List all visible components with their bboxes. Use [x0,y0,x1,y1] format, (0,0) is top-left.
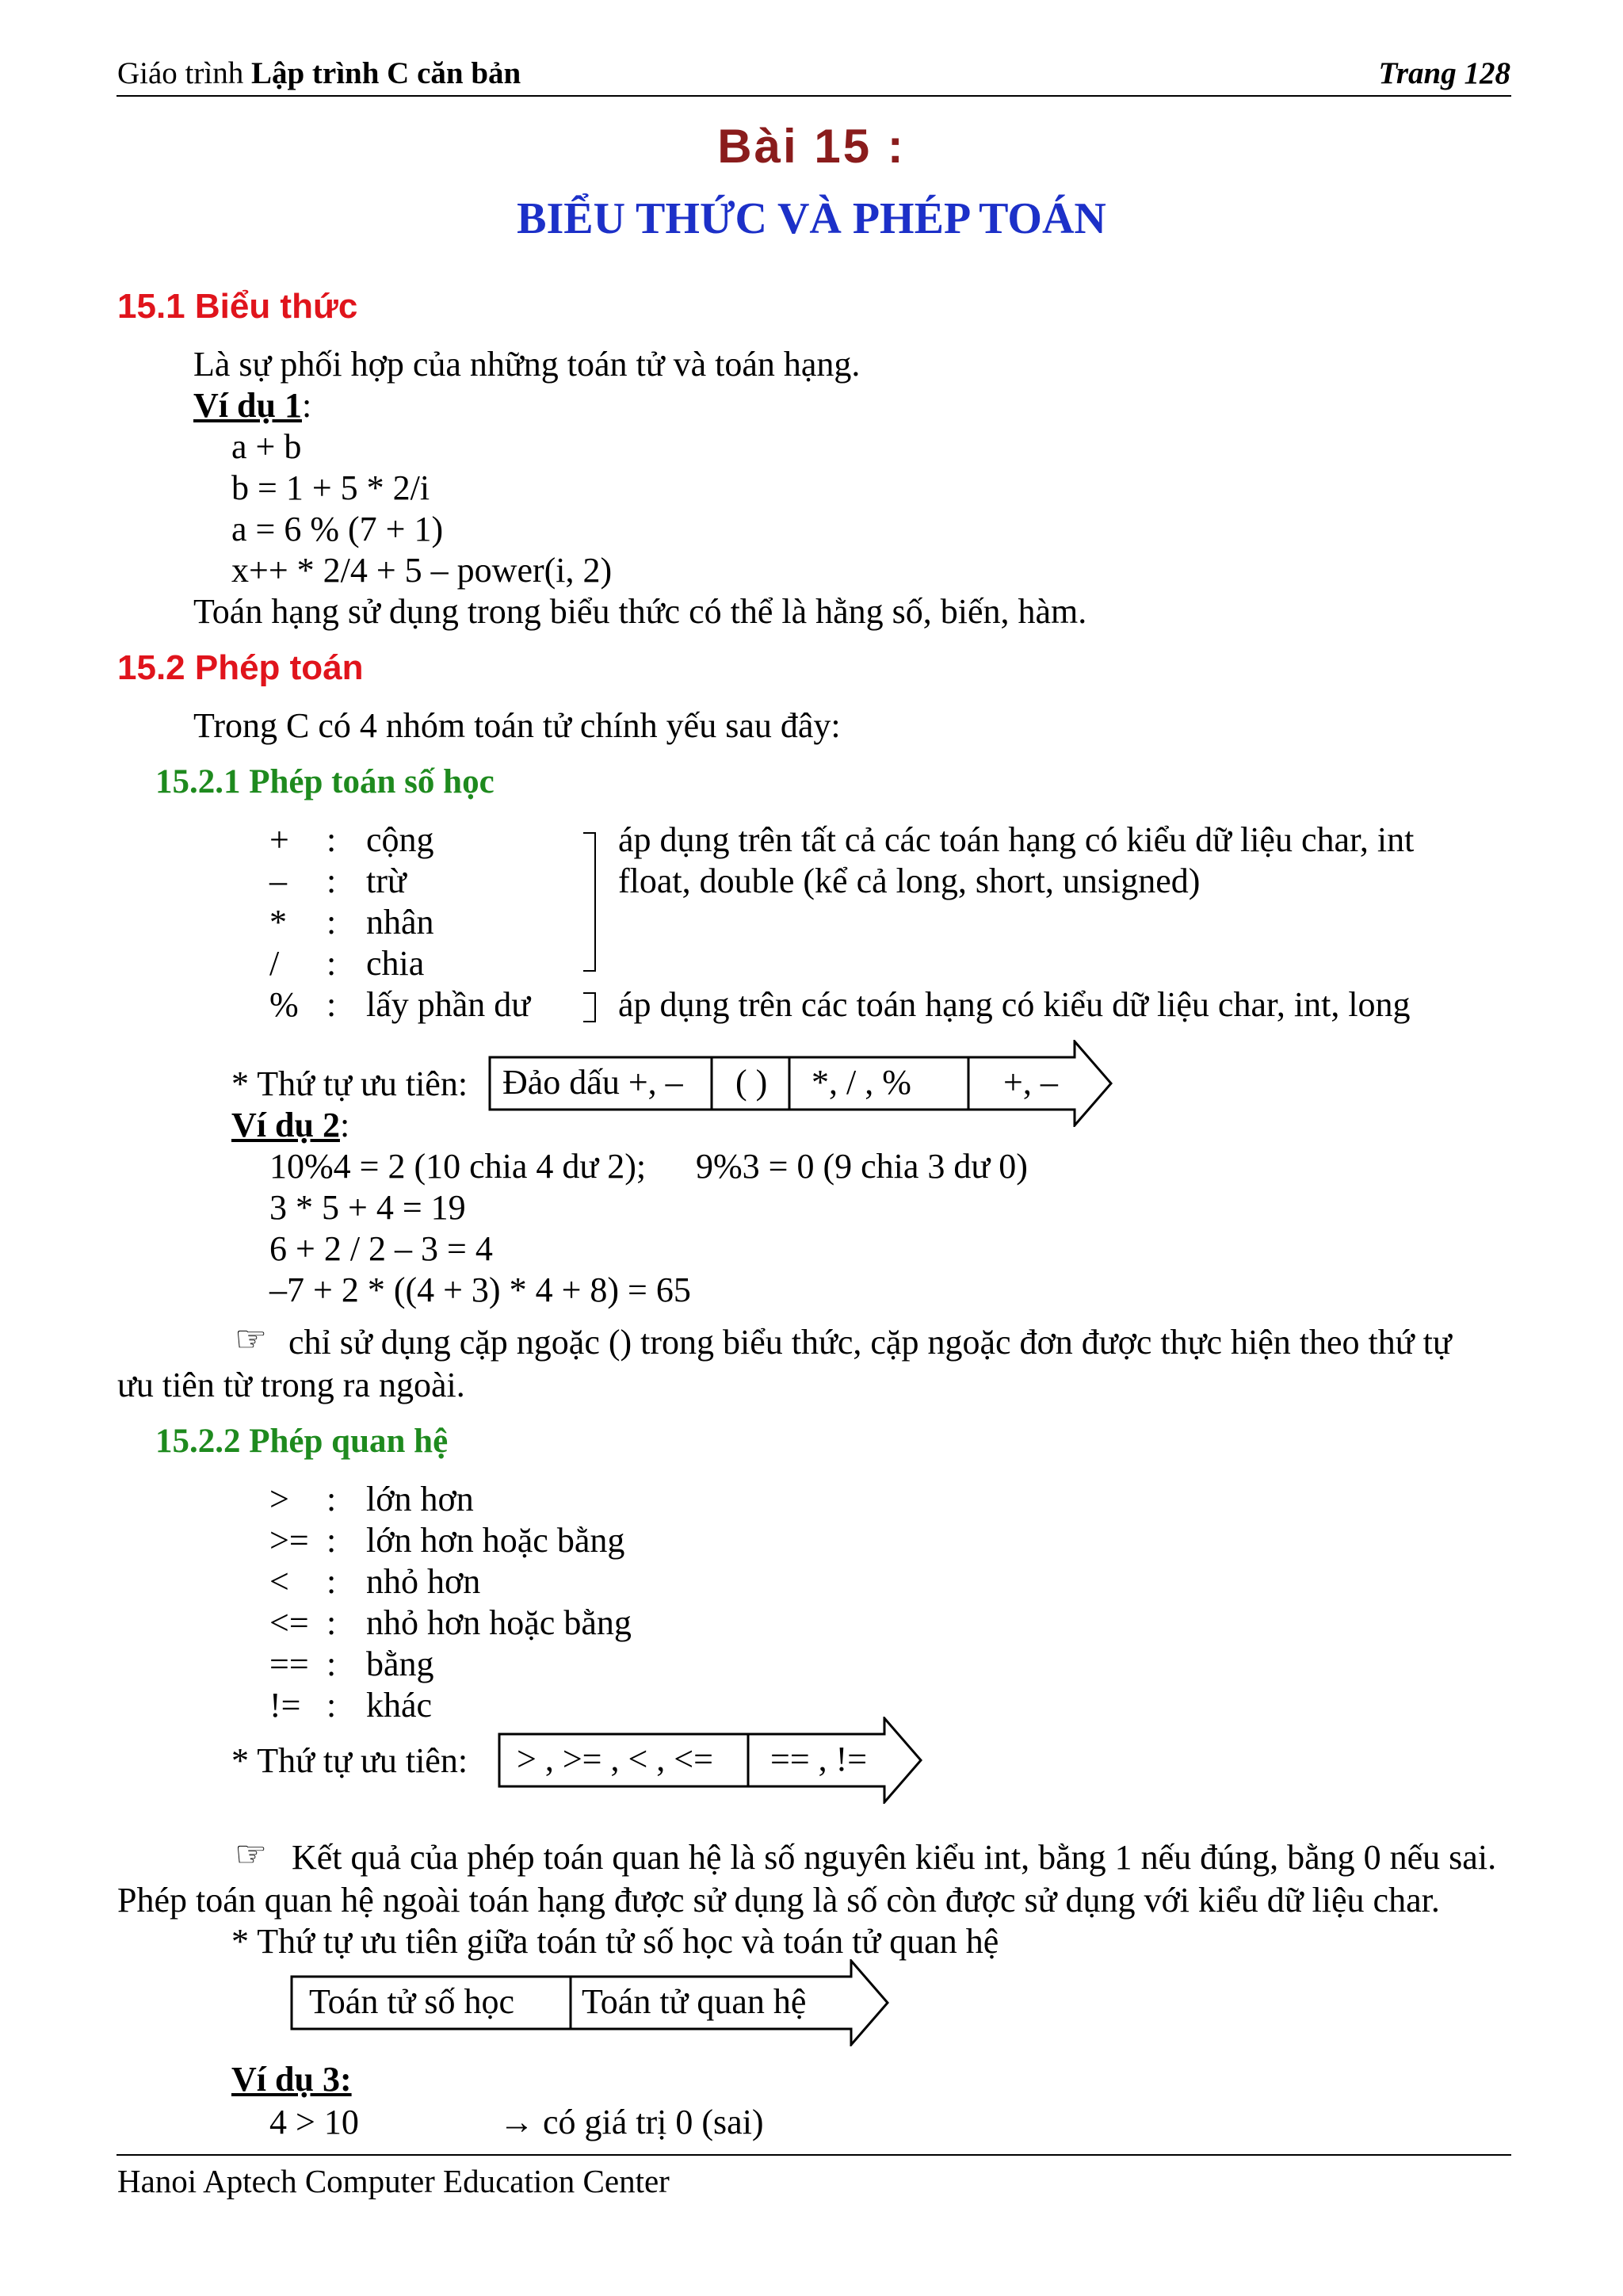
operator-sep: : [327,1562,337,1601]
operator-name: trừ [366,861,407,900]
operator-sep: : [327,1686,337,1725]
priority-label: * Thứ tự ưu tiên: [231,1741,468,1780]
footer-rule [116,2154,1511,2156]
operator-sep: : [327,1603,337,1642]
operator-name: nhỏ hơn [366,1562,481,1601]
priority-cell: +, – [1003,1063,1058,1102]
example-2-line: 6 + 2 / 2 – 3 = 4 [269,1229,493,1268]
operator-sep: : [327,944,337,983]
example-2-line: 10%4 = 2 (10 chia 4 dư 2); [269,1147,647,1186]
example-3-label: Ví dụ 3: [231,2060,352,2099]
example-1-line: x++ * 2/4 + 5 – power(i, 2) [231,551,613,590]
operator-name: chia [366,944,425,983]
operator-symbol: < [269,1562,289,1601]
pointing-hand-icon: ☞ [235,1834,268,1874]
operand-note: Toán hạng sử dụng trong biểu thức có thể là hằng số, biến, hàm. [193,592,1087,631]
header-prefix: Giáo trình [117,56,251,90]
priority-cell: *, / , % [812,1063,911,1102]
footer-text: Hanoi Aptech Computer Education Center [117,2163,670,2199]
relational-tip: Kết quả của phép toán quan hệ là số nguyên kiểu int, bằng 1 nếu đúng, bằng 0 nếu sai. [292,1838,1497,1877]
operator-symbol: / [269,944,280,983]
operator-symbol: != [269,1686,301,1725]
operator-sep: : [327,1645,337,1683]
arith-note-all: áp dụng trên tất cả các toán hạng có kiểu dữ liệu char, int [618,820,1415,859]
example-3-expr: 4 > 10 [269,2103,359,2141]
operator-name: lớn hơn hoặc bằng [366,1521,625,1560]
operator-sep: : [327,903,337,942]
subsection-heading-arith: 15.2.1 Phép toán số học [155,763,495,800]
operator-name: bằng [366,1645,434,1683]
relational-priority-arrow [498,1717,922,1804]
example-2-label [231,1105,349,1146]
operator-sep: : [327,1480,337,1519]
section-heading-15-2: 15.2 Phép toán [117,648,364,687]
example-1-line: a + b [231,427,302,466]
example-1-label [193,385,311,426]
definition-text: Là sự phối hợp của những toán tử và toán hạng. [193,345,861,384]
priority-cell: Toán tử quan hệ [582,1982,807,2021]
example-3-result: → có giá trị 0 (sai) [499,2103,764,2141]
operator-name: lớn hơn [366,1480,474,1519]
operator-symbol: + [269,820,289,859]
header-book-title [117,55,521,91]
relational-tip: Phép toán quan hệ ngoài toán hạng được sử dụng là số còn được sử dụng với kiểu dữ liệu char. [117,1881,1440,1920]
operator-name: nhỏ hơn hoặc bằng [366,1603,632,1642]
priority-cell: ( ) [735,1063,768,1102]
header-page-number: Trang 128 [1378,56,1510,90]
operator-sep: : [327,1521,337,1560]
pointing-hand-icon: ☞ [235,1319,268,1359]
operator-symbol: – [269,861,287,900]
section-heading-15-1: 15.1 Biểu thức [117,287,358,326]
between-priority-arrow [290,1959,889,2046]
operator-symbol: <= [269,1603,309,1642]
example-1-label-text: Ví dụ 1 [193,386,302,425]
group-bracket [583,832,596,972]
operator-symbol: * [269,903,287,942]
example-2-label-text: Ví dụ 2 [231,1106,340,1144]
operator-symbol: % [269,985,299,1024]
lesson-number: Bài 15 : [717,120,906,173]
operator-name: nhân [366,903,434,942]
example-1-line: b = 1 + 5 * 2/i [231,468,430,507]
between-priority-label: * Thứ tự ưu tiên giữa toán tử số học và toán tử quan hệ [231,1922,999,1961]
operator-symbol: == [269,1645,309,1683]
operator-name: cộng [366,820,434,859]
parentheses-tip: ưu tiên từ trong ra ngoài. [117,1366,465,1404]
priority-cell: Toán tử số học [309,1982,515,2021]
priority-cell: Đảo dấu +, – [502,1063,683,1102]
header-title: Lập trình C căn bản [250,56,521,90]
example-1-line: a = 6 % (7 + 1) [231,510,444,548]
operator-name: lấy phần dư [366,985,531,1024]
parentheses-tip: chỉ sử dụng cặp ngoặc () trong biểu thức, cặp ngoặc đơn được thực hiện theo thứ tự [288,1323,1452,1362]
operator-name: khác [366,1686,433,1725]
arith-note-all: float, double (kể cả long, short, unsigned) [618,861,1201,900]
lesson-title: BIỂU THỨC VÀ PHÉP TOÁN [517,194,1106,243]
operator-sep: : [327,985,337,1024]
operator-symbol: >= [269,1521,309,1560]
operators-intro: Trong C có 4 nhóm toán tử chính yếu sau đây: [193,706,841,745]
example-2-line: –7 + 2 * ((4 + 3) * 4 + 8) = 65 [269,1270,691,1309]
example-1-colon: : [301,386,312,425]
arith-priority-arrow [488,1040,1113,1127]
mod-bracket [583,992,596,1022]
priority-cell: > , >= , < , <= [517,1740,713,1778]
operator-symbol: > [269,1480,289,1519]
header-rule [116,95,1511,97]
priority-cell: == , != [770,1740,868,1778]
example-2-line: 3 * 5 + 4 = 19 [269,1188,466,1227]
example-2-colon: : [339,1106,350,1144]
example-2-line: 9%3 = 0 (9 chia 3 dư 0) [696,1147,1028,1186]
operator-sep: : [327,861,337,900]
priority-label: * Thứ tự ưu tiên: [231,1064,468,1103]
subsection-heading-relational: 15.2.2 Phép quan hệ [155,1423,449,1460]
operator-sep: : [327,820,337,859]
arith-note-mod: áp dụng trên các toán hạng có kiểu dữ liệu char, int, long [618,985,1411,1024]
